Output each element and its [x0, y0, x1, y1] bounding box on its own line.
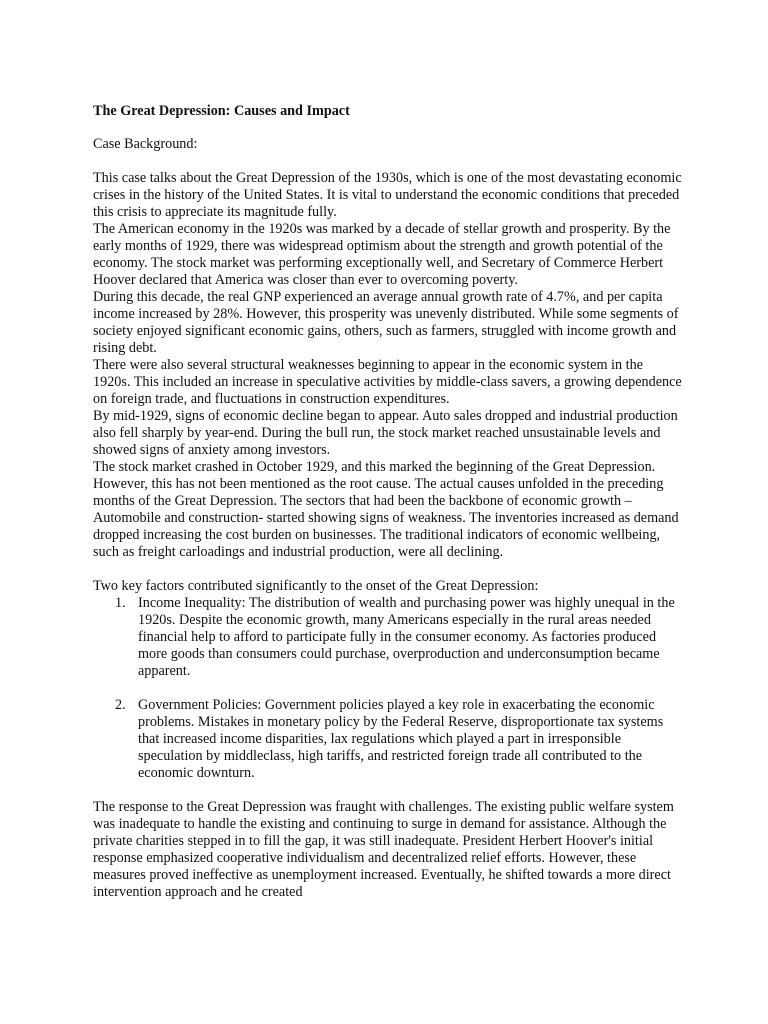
list-number: 2.: [115, 697, 126, 713]
spacer: [93, 561, 683, 578]
list-item-text: Income Inequality: The distribution of wealth and purchasing power was highly unequal in the 1920s. Despite the economic growth, many Americans especially in the rural areas needed financial help to afford to participate fully in the consumer economy. As factories produced more goods than consumers could purchase, overproduction and underconsumption became apparent.: [138, 595, 675, 679]
spacer: [93, 782, 683, 799]
paragraph-1920s-economy: The American economy in the 1920s was marked by a decade of stellar growth and prosperity. By the early months of 1929, there was widespread optimism about the strength and growth potential of the economy. The stock market was performing exceptionally well, and Secretary of Commerce Herbert Hoover declared that America was closer than ever to overcoming poverty.: [93, 221, 671, 288]
list-item-text: Government Policies: Government policies played a key role in exacerbating the economic problems. Mistakes in monetary policy by the Federal Reserve, disproportionate tax systems that increased income disparities, lax regulations which played a part in irresponsible speculation by middleclass, high tariffs, and restricted foreign trade all contributed to the economic downturn.: [138, 697, 664, 781]
paragraph-intro: This case talks about the Great Depression of the 1930s, which is one of the most devastating economic crises in the history of the United States. It is vital to understand the economic conditions that preceded this crisis to appreciate its magnitude fully.: [93, 170, 682, 220]
list-item: [93, 697, 683, 782]
paragraph-economic-decline: By mid-1929, signs of economic decline began to appear. Auto sales dropped and industrial production also fell sharply by year-end. During the bull run, the stock market reached unsustainable levels and showed signs of anxiety among investors.: [93, 408, 678, 458]
paragraph-structural-weaknesses: There were also several structural weaknesses beginning to appear in the economic system in the 1920s. This included an increase in speculative activities by middle-class savers, a growing dependence on foreign trade, and fluctuations in construction expenditures.: [93, 357, 682, 407]
paragraph-gnp-growth: During this decade, the real GNP experienced an average annual growth rate of 4.7%, and per capita income increased by 28%. However, this prosperity was unevenly distributed. While some segments of society enjoyed significant economic gains, others, such as farmers, struggled with income growth and rising debt.: [93, 289, 679, 356]
section-heading: Case Background:: [93, 136, 198, 152]
spacer: [93, 153, 683, 170]
factors-list: [93, 595, 683, 782]
spacer: [93, 120, 683, 136]
spacer: [93, 680, 683, 697]
list-number: 1.: [115, 595, 126, 611]
factors-intro: Two key factors contributed significantly to the onset of the Great Depression:: [93, 578, 539, 594]
paragraph-closing: The response to the Great Depression was fraught with challenges. The existing public welfare system was inadequate to handle the existing and continuing to surge in demand for assistance. Although the private charities stepped in to fill the gap, it was still inadequate. President Herbert Hoover's initial response emphasized cooperative individualism and decentralized relief efforts. However, these measures proved ineffective as unemployment increased. Eventually, he shifted towards a more direct intervention approach and he created: [93, 799, 674, 900]
document-title: The Great Depression: Causes and Impact: [93, 103, 350, 119]
document-page: [93, 103, 683, 901]
paragraph-market-crash: The stock market crashed in October 1929, and this marked the beginning of the Great Depression. However, this has not been mentioned as the root cause. The actual causes unfolded in the preceding months of the Great Depression. The sectors that had been the backbone of economic growth – Automobile and construction- started showing signs of weakness. The inventories increased as demand dropped increasing the cost burden on businesses. The traditional indicators of economic wellbeing, such as freight carloadings and industrial production, were all declining.: [93, 459, 679, 560]
list-item: [93, 595, 683, 680]
